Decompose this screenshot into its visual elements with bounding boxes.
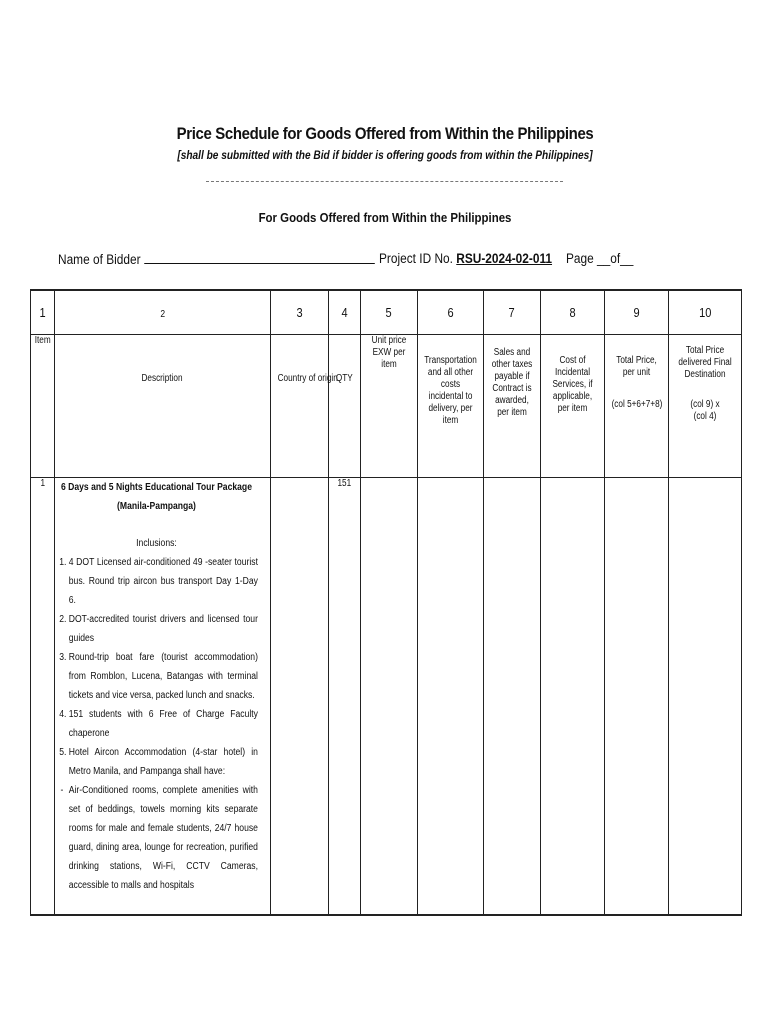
bidder-name-line (58, 251, 374, 267)
list-item: 3. Round-trip boat fare (tourist accommodation) from Romblon, Lucena, Batangas with terminal tickets and vice versa, packed lunch and snacks. (69, 648, 258, 705)
list-item: 4. 151 students with 6 Free of Charge Faculty chaperone (69, 705, 258, 743)
header-total-delivered-formula: (col 9) x (col 4) (690, 399, 720, 422)
bidder-name-blank (144, 251, 375, 264)
column-number: 7 (484, 290, 541, 335)
header-total-unit: Total Price, per unit (col 5+6+7+8) (605, 335, 669, 478)
header-item: Item (31, 335, 55, 478)
row-transport-cell (418, 478, 484, 916)
title-divider (206, 181, 563, 182)
row-item-number: 1 (31, 478, 55, 916)
column-number-row (31, 290, 742, 335)
inclusions-label: Inclusions: (136, 538, 177, 549)
row-description (55, 478, 271, 916)
row-qty: 151 (329, 478, 361, 916)
document-subtitle: [shall be submitted with the Bid if bidder is offering goods from within the Philippines] (177, 150, 593, 162)
row-total-delivered-cell (669, 478, 742, 916)
header-qty: QTY (329, 335, 361, 478)
row-sales-tax-cell (484, 478, 541, 916)
header-sales-tax: Sales and other taxes payable if Contract is awarded, per item (484, 335, 541, 478)
row-incidental-cell (541, 478, 605, 916)
document-title: Price Schedule for Goods Offered from Within the Philippines (176, 124, 594, 143)
project-id-value: RSU-2024-02-011 (456, 251, 553, 266)
column-number: 2 (55, 290, 271, 335)
list-item: 1. 4 DOT Licensed air-conditioned 49 -seater tourist bus. Round trip aircon bus transport Day 1-Day 6. (69, 553, 258, 610)
header-transport: Transportation and all other costs incidental to delivery, per item (418, 335, 484, 478)
bidder-name-label: Name of Bidder (58, 252, 141, 267)
inclusions-list (55, 553, 258, 781)
header-description: Description (55, 335, 271, 478)
column-number: 6 (418, 290, 484, 335)
table-row (31, 478, 742, 916)
price-schedule-table (30, 289, 742, 916)
column-number: 9 (605, 290, 669, 335)
section-heading: For Goods Offered from Within the Philippines (258, 210, 512, 225)
sub-list-text: Air-Conditioned rooms, complete amenities with set of beddings, towels morning kits separate rooms for male and female students, 24/7 house guard, dining area, lounge for recreation, purified drinking stations, Wi-Fi, CCTV Cameras, accessible to malls and hospitals (68, 785, 258, 891)
column-header-row (31, 335, 742, 478)
row-total-unit-cell (605, 478, 669, 916)
row-country-cell (271, 478, 329, 916)
column-number: 4 (329, 290, 361, 335)
column-number: 8 (541, 290, 605, 335)
header-country: Country of origin (271, 335, 329, 478)
header-unit-price: Unit price EXW per item (361, 335, 418, 478)
header-total-unit-formula: (col 5+6+7+8) (611, 399, 662, 410)
sub-list-item (55, 781, 258, 895)
header-incidental: Cost of Incidental Services, if applicable, per item (541, 335, 605, 478)
project-id-label: Project ID No. (379, 251, 453, 266)
column-number: 10 (669, 290, 742, 335)
page-counter: Page __of__ (566, 251, 634, 266)
column-number: 3 (271, 290, 329, 335)
column-number: 5 (361, 290, 418, 335)
list-item: 2. DOT-accredited tourist drivers and licensed tour guides (69, 610, 258, 648)
project-id-line (379, 251, 552, 266)
list-item: 5. Hotel Aircon Accommodation (4-star hotel) in Metro Manila, and Pampanga shall have: (69, 743, 258, 781)
sub-list-marker: - (60, 785, 64, 796)
header-total-delivered: Total Price delivered Final Destination (col 9) x (col 4) (669, 335, 742, 478)
package-title: 6 Days and 5 Nights Educational Tour Package (Manila-Pampanga) (60, 482, 252, 512)
row-unit-price-cell (361, 478, 418, 916)
column-number: 1 (31, 290, 55, 335)
